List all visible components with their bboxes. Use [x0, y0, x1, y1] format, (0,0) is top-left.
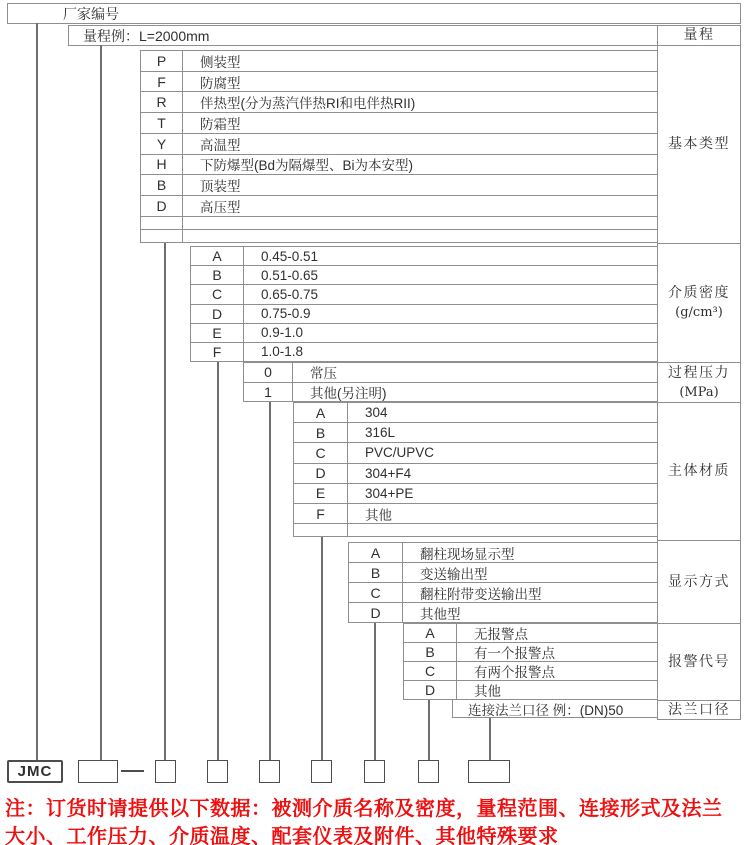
alarm-table [403, 623, 657, 700]
desc-cell: 0.45-0.51 [261, 248, 319, 264]
code-cell: D [191, 305, 244, 323]
desc-cell: 其他 [474, 684, 501, 699]
side-label-text: 量程 [683, 27, 715, 43]
desc-cell [348, 524, 657, 536]
desc-cell [183, 230, 657, 242]
desc-cell: 0.65-0.75 [261, 286, 319, 302]
model-prefix: JMC [17, 763, 53, 780]
table-row [244, 383, 657, 402]
connector-line-material [321, 537, 323, 760]
table-row [404, 662, 657, 681]
desc-cell: 304 [365, 405, 388, 421]
code-cell: D [294, 464, 348, 483]
display-table [348, 542, 657, 623]
side-label-range [658, 26, 740, 46]
side-label-flange [658, 701, 740, 719]
code-cell: B [349, 563, 403, 582]
code-cell: B [404, 643, 457, 661]
table-row [141, 217, 657, 230]
order-note-line1: 注：订货时请提供以下数据：被测介质名称及密度，量程范围、连接形式及法兰 [5, 798, 723, 820]
side-label-alarm [658, 624, 740, 701]
side-label-text: 法兰口径 [668, 701, 730, 718]
side-label-column [657, 25, 741, 720]
model-code-box-display [364, 760, 385, 783]
material-table [293, 402, 657, 537]
desc-cell: 316L [365, 425, 396, 441]
code-cell: A [349, 543, 403, 562]
code-cell [141, 230, 183, 242]
desc-cell: 变送输出型 [420, 566, 488, 582]
code-cell: D [404, 681, 457, 699]
desc-cell: PVC/UPVC [365, 445, 435, 461]
desc-cell: 高温型 [200, 137, 241, 153]
desc-cell: 翻柱现场显示型 [420, 546, 515, 562]
table-row [294, 504, 657, 524]
desc-cell: 顶装型 [200, 179, 241, 195]
code-cell: B [191, 266, 244, 284]
table-row [349, 543, 657, 563]
table-row [141, 175, 657, 196]
manufacturer-row [7, 3, 741, 24]
side-label-text: 报警代号 [668, 653, 730, 670]
table-row [141, 51, 657, 72]
desc-cell: 无报警点 [474, 627, 528, 642]
separator-dash-icon [121, 770, 144, 772]
density-table [190, 246, 657, 362]
code-cell [294, 524, 348, 536]
table-row [349, 603, 657, 622]
code-cell: R [141, 92, 183, 112]
table-row [191, 343, 657, 361]
connector-line-manufacturer [36, 23, 38, 760]
code-cell: A [191, 247, 244, 265]
side-label-text: 过程压力 [668, 364, 730, 381]
table-row [294, 423, 657, 443]
code-cell: H [141, 155, 183, 175]
model-code-box-material [311, 760, 332, 783]
order-note [5, 795, 750, 845]
table-row [141, 134, 657, 155]
desc-cell: 1.0-1.8 [261, 344, 304, 360]
code-cell: F [294, 504, 348, 523]
table-row [294, 484, 657, 504]
side-label-material [658, 403, 740, 541]
side-label-text: 基本类型 [668, 136, 730, 152]
side-label-text: 主体材质 [668, 463, 730, 479]
table-row [294, 464, 657, 484]
desc-cell: 侧装型 [200, 54, 241, 70]
connector-line-alarm [428, 700, 430, 760]
table-row [141, 155, 657, 176]
connector-line-pressure [269, 402, 271, 760]
connector-line-flange [489, 718, 491, 760]
connector-line-range [100, 45, 102, 760]
pressure-table [243, 362, 657, 402]
desc-cell: 有一个报警点 [474, 646, 555, 661]
desc-cell: 其他(另注明) [310, 385, 387, 401]
table-row [404, 681, 657, 699]
connector-line-basic-type [164, 243, 166, 760]
table-row [349, 563, 657, 583]
basic-type-table [140, 50, 657, 243]
table-row [294, 443, 657, 463]
model-prefix-box [7, 760, 63, 783]
connector-line-density [217, 362, 219, 760]
table-row [191, 266, 657, 285]
manufacturer-label: 厂家编号 [63, 5, 119, 22]
side-label-text: 显示方式 [668, 573, 730, 590]
desc-cell: 304+F4 [365, 465, 412, 481]
code-cell: B [294, 423, 348, 442]
side-label-pressure [658, 363, 740, 403]
table-row [294, 403, 657, 423]
table-row [191, 285, 657, 304]
desc-cell: 下防爆型(Bd为隔爆型、Bi为本安型) [200, 158, 414, 174]
desc-cell: 其他 [365, 507, 392, 523]
desc-cell: 0.9-1.0 [261, 325, 304, 341]
code-cell: B [141, 175, 183, 195]
range-row [68, 25, 657, 46]
code-cell: F [191, 343, 244, 361]
side-label-density [658, 244, 740, 363]
flange-text: 连接法兰口径 例：(DN)50 [468, 702, 624, 718]
side-label-text: 介质密度 [668, 285, 730, 301]
code-cell: D [141, 196, 183, 216]
code-cell [141, 217, 183, 229]
desc-cell: 常压 [310, 366, 337, 382]
desc-cell: 伴热型(分为蒸汽伴热RI和电伴热RII) [200, 96, 416, 112]
desc-cell: 304+PE [365, 485, 414, 501]
table-row [294, 524, 657, 536]
model-code-box-range [78, 760, 118, 783]
table-row [191, 247, 657, 266]
range-example-text: 量程例：L=2000mm [83, 27, 210, 44]
model-code-box-alarm [418, 760, 439, 783]
code-cell: A [404, 624, 457, 642]
side-label-display [658, 541, 740, 624]
code-cell: A [294, 403, 348, 422]
table-row [141, 92, 657, 113]
code-cell: P [141, 51, 183, 71]
desc-cell: 0.75-0.9 [261, 306, 311, 322]
connector-line-display [374, 623, 376, 760]
table-row [349, 583, 657, 603]
table-row [404, 643, 657, 662]
desc-cell: 防霜型 [200, 116, 241, 132]
code-cell: C [294, 443, 348, 462]
table-row [141, 230, 657, 242]
code-cell: Y [141, 134, 183, 154]
table-row [191, 324, 657, 343]
code-cell: C [349, 583, 403, 602]
table-row [141, 72, 657, 93]
table-row [141, 113, 657, 134]
flange-row [452, 699, 657, 718]
code-cell: T [141, 113, 183, 133]
desc-cell: 防腐型 [200, 75, 241, 91]
table-row [141, 196, 657, 217]
table-row [191, 305, 657, 324]
code-cell: C [191, 285, 244, 303]
code-cell: E [294, 484, 348, 503]
model-code-box-basic-type [155, 760, 176, 783]
code-cell: C [404, 662, 457, 680]
side-label-unit: (g/cm³) [675, 305, 723, 320]
table-row [404, 624, 657, 643]
model-code-box-pressure [259, 760, 280, 783]
desc-cell: 高压型 [200, 199, 241, 215]
side-label-basic-type [658, 46, 740, 244]
model-code-box-density [207, 760, 228, 783]
model-code-box-flange [468, 760, 510, 783]
desc-cell: 0.51-0.65 [261, 267, 319, 283]
code-cell: 0 [244, 363, 293, 382]
desc-cell: 翻柱附带变送输出型 [420, 586, 542, 602]
code-cell: F [141, 72, 183, 92]
side-label-unit: (MPa) [679, 384, 719, 400]
desc-cell [183, 217, 657, 229]
code-cell: E [191, 324, 244, 342]
code-cell: 1 [244, 383, 293, 402]
desc-cell: 有两个报警点 [474, 665, 555, 680]
desc-cell: 其他型 [420, 606, 461, 622]
order-note-line2: 大小、工作压力、介质温度、配套仪表及附件、其他特殊要求 [5, 826, 559, 845]
table-row [244, 363, 657, 383]
code-cell: D [349, 603, 403, 622]
